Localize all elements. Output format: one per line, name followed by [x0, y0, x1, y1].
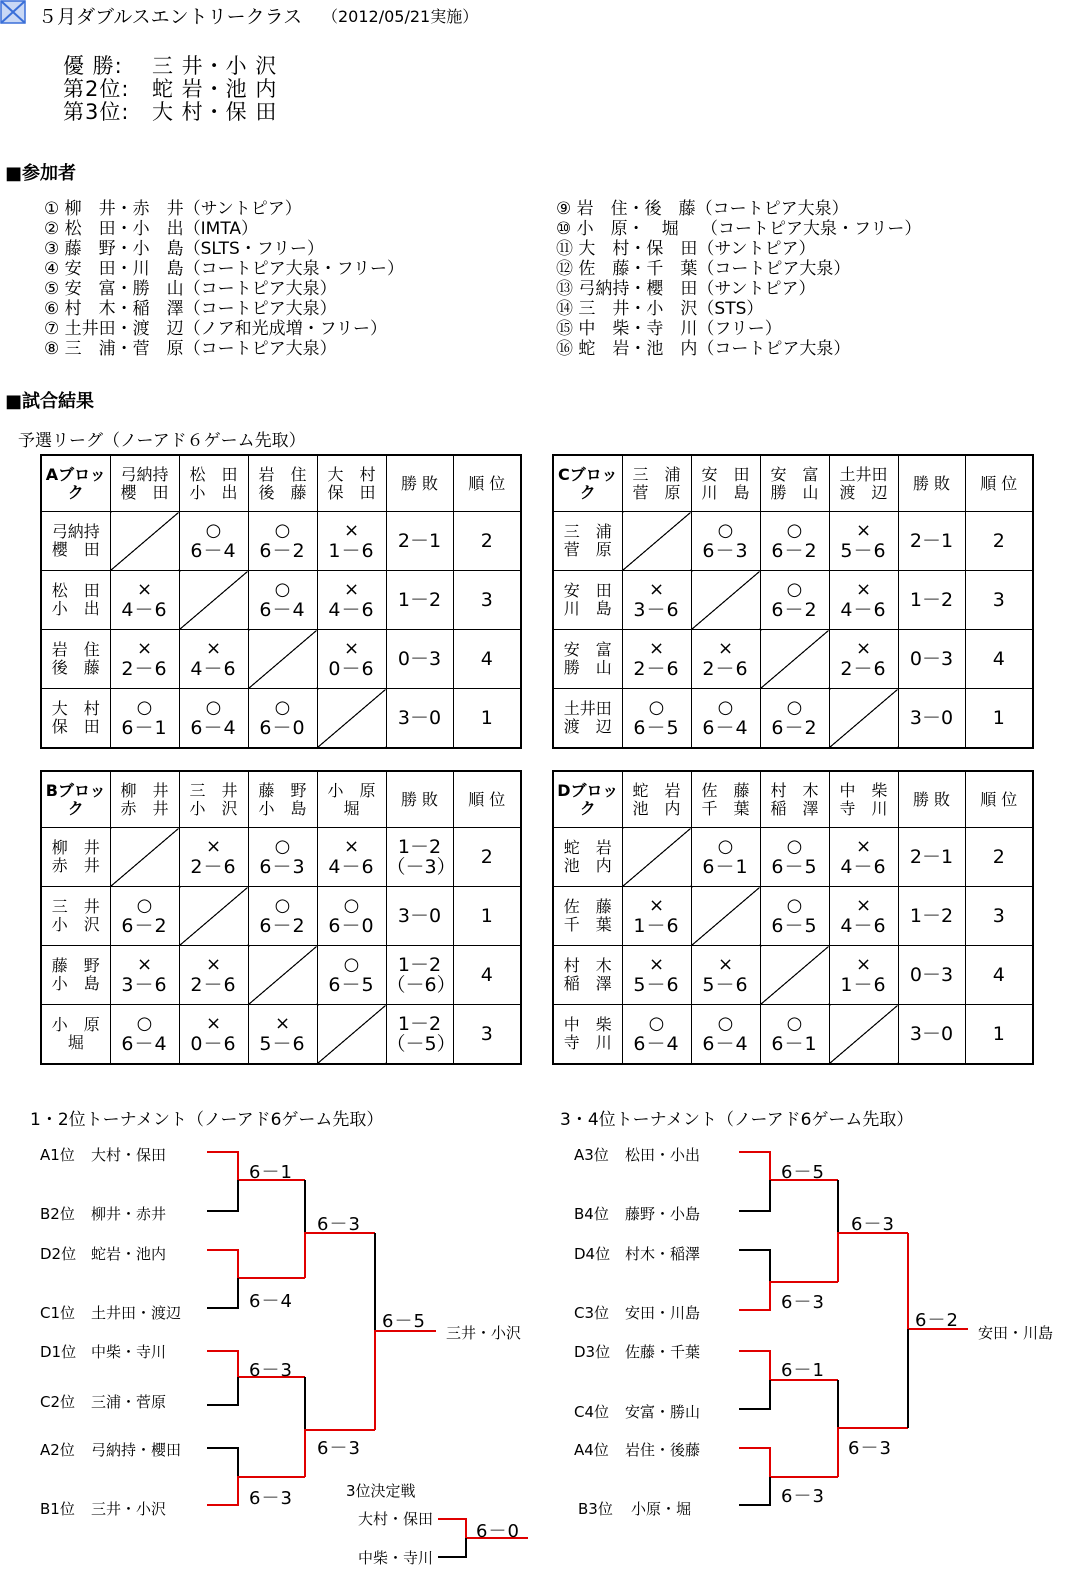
t2-team-3: 村木・稲澤: [625, 1245, 701, 1263]
match-score: 4－6: [121, 599, 168, 621]
winner-label-2: 第2位:: [63, 77, 130, 101]
result-mark: ×: [648, 579, 665, 600]
result-mark: ○: [274, 579, 291, 600]
t1-seed-3: D2位: [40, 1245, 77, 1263]
win-loss-header: 勝 敗: [386, 771, 453, 828]
match-score: 5－6: [259, 1033, 306, 1055]
participant-12: ⑫ 佐 藤・千 葉（コートピア大泉）: [556, 259, 851, 279]
result-mark: ○: [786, 895, 803, 916]
t1-seed-5: D1位: [40, 1343, 77, 1361]
league-title: 予選リーグ（ノーアド６ゲーム先取）: [18, 431, 306, 451]
result-mark: ×: [274, 1013, 291, 1034]
team-member-name: 三 浦: [563, 522, 612, 541]
winner-label-1: 優 勝:: [63, 54, 123, 78]
result-mark: ×: [648, 954, 665, 975]
team-member-name: 土井田: [563, 699, 612, 718]
t1-team-1: 大村・保田: [91, 1146, 167, 1164]
t2-team-4: 安田・川島: [625, 1304, 701, 1322]
result-mark: ○: [786, 1013, 803, 1034]
result-mark: ○: [136, 697, 153, 718]
result-mark: ×: [855, 579, 872, 600]
t2-team-1: 松田・小出: [625, 1146, 701, 1164]
team-member-name: 寺 川: [839, 798, 888, 818]
winner-names-3: 大 村・保 田: [152, 100, 278, 124]
result-mark: ○: [274, 697, 291, 718]
result-mark: ×: [205, 638, 222, 659]
match-score: 4－6: [190, 658, 237, 680]
result-mark: ○: [136, 895, 153, 916]
win-loss-value: 2－1: [909, 846, 954, 868]
team-member-name: 松 田: [189, 464, 238, 484]
t2-seed-4: C3位: [574, 1304, 610, 1322]
t1-team-5: 中柴・寺川: [91, 1343, 167, 1361]
team-member-name: 櫻 田: [120, 482, 169, 502]
result-mark: ○: [786, 520, 803, 541]
participant-14: ⑭ 三 井・小 沢（STS）: [556, 299, 764, 319]
result-mark: ○: [717, 836, 734, 857]
team-member-name: 菅 原: [563, 540, 612, 559]
team-member-name: 渡 辺: [563, 717, 612, 736]
team-member-name: 稲 澤: [563, 974, 612, 993]
match-score: 6－5: [328, 974, 375, 996]
result-mark: ○: [343, 954, 360, 975]
rank-cell: 4: [453, 630, 521, 689]
match-score: 4－6: [840, 599, 887, 621]
winner-label-3: 第3位:: [63, 100, 130, 124]
tournament-2-title: 3・4位トーナメント（ノーアド6ゲーム先取）: [560, 1110, 914, 1130]
event-date: （2012/05/21実施）: [322, 7, 479, 26]
t1-seed-6: C2位: [40, 1393, 76, 1411]
block-name: Dブロック: [553, 771, 622, 828]
match-score: 6－4: [121, 1033, 168, 1055]
team-member-name: 小 沢: [189, 798, 238, 818]
match-score: 6－4: [259, 599, 306, 621]
result-mark: ○: [786, 579, 803, 600]
result-mark: ×: [343, 836, 360, 857]
match-score: 6－3: [259, 856, 306, 878]
t1-score-r1-3: 6－3: [249, 1360, 293, 1381]
result-mark: ×: [717, 638, 734, 659]
match-score: 6－0: [259, 717, 306, 739]
t2-team-8: 小原・堀: [631, 1500, 692, 1518]
match-score: 6－5: [633, 717, 680, 739]
team-member-name: 堀: [67, 1033, 84, 1052]
team-member-name: 村 木: [770, 780, 819, 800]
match-score: 6－5: [771, 915, 818, 937]
result-mark: ×: [648, 895, 665, 916]
result-mark: ○: [343, 895, 360, 916]
result-mark: ○: [274, 895, 291, 916]
match-score: 1－6: [328, 540, 375, 562]
result-mark: ○: [274, 836, 291, 857]
win-loss-value: 1－2: [909, 905, 954, 927]
t2-seed-3: D4位: [574, 1245, 611, 1263]
team-member-name: 小 沢: [51, 915, 100, 934]
result-mark: ○: [648, 1013, 665, 1034]
result-mark: ○: [717, 520, 734, 541]
result-mark: ×: [855, 954, 872, 975]
team-member-name: 保 田: [51, 717, 100, 736]
t1-seed-1: A1位: [40, 1146, 75, 1164]
team-member-name: 櫻 田: [51, 540, 100, 559]
win-loss-header: 勝 敗: [898, 455, 965, 512]
match-score: 6－3: [702, 540, 749, 562]
team-member-name: 赤 井: [120, 798, 169, 818]
team-member-name: 大 村: [327, 464, 376, 484]
participant-1: ① 柳 井・赤 井（サントピア）: [44, 199, 302, 219]
t1-score-r1-4: 6－3: [249, 1488, 293, 1509]
t1-seed-7: A2位: [40, 1441, 75, 1459]
result-mark: ○: [648, 697, 665, 718]
t2-score-r1-4: 6－3: [781, 1486, 825, 1507]
rank-cell: 3: [965, 887, 1033, 946]
team-member-name: 川 島: [563, 599, 612, 618]
t2-seed-5: D3位: [574, 1343, 611, 1361]
t2-score-r1-2: 6－3: [781, 1292, 825, 1313]
match-score: 6－4: [702, 717, 749, 739]
team-member-name: 赤 井: [51, 856, 100, 875]
result-mark: ×: [205, 1013, 222, 1034]
team-member-name: 藤 野: [258, 780, 307, 800]
result-mark: ×: [205, 954, 222, 975]
result-mark: ×: [136, 579, 153, 600]
third-place-score: 6－0: [476, 1521, 520, 1542]
match-score: 6－2: [771, 599, 818, 621]
win-loss-value: 3－0: [397, 707, 442, 729]
win-loss-value: 1－2: [397, 836, 442, 858]
win-loss-value: 2－1: [397, 530, 442, 552]
participant-2: ② 松 田・小 出（IMTA）: [44, 219, 259, 239]
rank-cell: 4: [453, 946, 521, 1005]
match-score: 6－1: [702, 856, 749, 878]
team-member-name: 松 田: [51, 581, 100, 600]
match-score: 6－4: [633, 1033, 680, 1055]
result-mark: ×: [136, 954, 153, 975]
participant-13: ⑬ 弓納持・櫻 田（サントピア）: [556, 279, 816, 299]
t2-score-sf-1: 6－3: [851, 1214, 895, 1235]
match-score: 6－5: [771, 856, 818, 878]
rank-cell: 1: [965, 689, 1033, 749]
t2-team-6: 安富・勝山: [625, 1403, 701, 1421]
win-loss-value: 0－3: [397, 648, 442, 670]
result-mark: ×: [855, 836, 872, 857]
t1-champion: 三井・小沢: [446, 1324, 522, 1342]
team-member-name: 中 柴: [563, 1015, 612, 1034]
match-score: 6－2: [259, 915, 306, 937]
team-member-name: 佐 藤: [563, 897, 612, 916]
match-score: 6－4: [190, 717, 237, 739]
rank-cell: 1: [965, 1005, 1033, 1065]
t2-seed-8: B3位: [578, 1500, 613, 1518]
team-member-name: 弓納持: [51, 522, 100, 541]
rank-cell: 2: [965, 828, 1033, 887]
rank-cell: 2: [453, 512, 521, 571]
result-mark: ○: [205, 520, 222, 541]
participant-15: ⑮ 中 柴・寺 川（フリー）: [556, 319, 782, 339]
team-member-name: 岩 住: [258, 464, 307, 484]
team-member-name: 藤 野: [51, 956, 100, 975]
team-member-name: 後 藤: [51, 658, 100, 677]
rank-cell: 3: [453, 1005, 521, 1065]
match-score: 4－6: [840, 915, 887, 937]
team-member-name: 小 原: [51, 1015, 100, 1034]
t1-seed-4: C1位: [40, 1304, 76, 1322]
result-mark: ○: [274, 520, 291, 541]
rank-cell: 1: [453, 887, 521, 946]
team-member-name: 千 葉: [563, 915, 612, 934]
t1-seed-2: B2位: [40, 1205, 75, 1223]
team-member-name: 柳 井: [51, 838, 100, 857]
win-loss-value: 0－3: [909, 648, 954, 670]
team-member-name: 蛇 岩: [563, 838, 612, 857]
block-name: Aブロック: [41, 455, 110, 512]
result-mark: ×: [136, 638, 153, 659]
result-mark: ×: [855, 638, 872, 659]
block-name: Cブロック: [553, 455, 622, 512]
match-score: 2－6: [633, 658, 680, 680]
participant-3: ③ 藤 野・小 島（SLTS・フリー）: [44, 239, 325, 259]
team-member-name: 安 田: [701, 464, 750, 484]
team-member-name: 堀: [343, 798, 360, 818]
team-member-name: 村 木: [563, 956, 612, 975]
rank-cell: 3: [453, 571, 521, 630]
result-mark: ○: [205, 697, 222, 718]
team-member-name: 安 富: [770, 464, 819, 484]
t2-score-r1-1: 6－5: [781, 1162, 825, 1183]
team-member-name: 菅 原: [632, 482, 681, 502]
match-score: 1－6: [633, 915, 680, 937]
team-member-name: 池 内: [563, 856, 612, 875]
rank-header: 順 位: [453, 455, 521, 512]
match-score: 6－2: [121, 915, 168, 937]
team-member-name: 三 浦: [632, 464, 681, 484]
match-score: 6－4: [190, 540, 237, 562]
third-place-team-1: 大村・保田: [358, 1510, 434, 1528]
result-mark: ×: [343, 638, 360, 659]
team-member-name: 佐 藤: [701, 780, 750, 800]
t2-seed-7: A4位: [574, 1441, 609, 1459]
t1-score-sf-2: 6－3: [317, 1438, 361, 1459]
team-member-name: 池 内: [632, 798, 681, 818]
t2-team-7: 岩住・後藤: [625, 1441, 701, 1459]
result-mark: ○: [717, 1013, 734, 1034]
t2-score-final: 6－2: [915, 1310, 959, 1331]
result-mark: ×: [855, 520, 872, 541]
t1-team-8: 三井・小沢: [91, 1500, 167, 1518]
win-loss-value: 1－2: [397, 954, 442, 976]
match-score: 2－6: [840, 658, 887, 680]
rank-header: 順 位: [965, 771, 1033, 828]
t1-team-3: 蛇岩・池内: [91, 1245, 167, 1263]
win-loss-value: 1－2: [909, 589, 954, 611]
t1-score-r1-1: 6－1: [249, 1162, 293, 1183]
result-mark: ×: [855, 895, 872, 916]
win-loss-value: 3－0: [909, 707, 954, 729]
team-member-name: 三 井: [189, 780, 238, 800]
participant-10: ⑩ 小 原・ 堀 （コートピア大泉・フリー）: [556, 219, 922, 239]
team-member-name: 土井田: [839, 464, 888, 484]
match-score: 6－2: [259, 540, 306, 562]
team-member-name: 安 富: [563, 640, 612, 659]
result-mark: ○: [717, 697, 734, 718]
match-score: 6－1: [121, 717, 168, 739]
match-score: 5－6: [633, 974, 680, 996]
block-name: Bブロック: [41, 771, 110, 828]
t2-champion: 安田・川島: [978, 1324, 1054, 1342]
match-score: 3－6: [633, 599, 680, 621]
result-mark: ×: [343, 520, 360, 541]
team-member-name: 渡 辺: [839, 482, 888, 502]
win-loss-value: 2－1: [909, 530, 954, 552]
t1-team-6: 三浦・菅原: [91, 1393, 167, 1411]
win-loss-value: （－6）: [386, 974, 456, 996]
match-score: 2－6: [702, 658, 749, 680]
t2-seed-2: B4位: [574, 1205, 609, 1223]
win-loss-header: 勝 敗: [898, 771, 965, 828]
participant-16: ⑯ 蛇 岩・池 内（コートピア大泉）: [556, 339, 851, 359]
participant-7: ⑦ 土井田・渡 辺（ノア和光成増・フリー）: [44, 319, 387, 339]
team-member-name: 小 原: [327, 780, 376, 800]
team-member-name: 中 柴: [839, 780, 888, 800]
team-member-name: 寺 川: [563, 1033, 612, 1052]
team-member-name: 小 出: [51, 599, 100, 618]
match-score: 2－6: [190, 856, 237, 878]
page-title: ５月ダブルスエントリークラス: [38, 6, 303, 28]
results-heading: ■試合結果: [5, 391, 95, 412]
match-score: 4－6: [328, 856, 375, 878]
t1-score-final: 6－5: [382, 1311, 426, 1332]
match-score: 6－1: [771, 1033, 818, 1055]
participant-9: ⑨ 岩 住・後 藤（コートピア大泉）: [556, 199, 849, 219]
t2-seed-6: C4位: [574, 1403, 610, 1421]
result-mark: ×: [205, 836, 222, 857]
t2-team-5: 佐藤・千葉: [625, 1343, 701, 1361]
t2-score-sf-2: 6－3: [848, 1438, 892, 1459]
rank-header: 順 位: [965, 455, 1033, 512]
win-loss-header: 勝 敗: [386, 455, 453, 512]
rank-cell: 2: [453, 828, 521, 887]
win-loss-value: 3－0: [909, 1023, 954, 1045]
rank-cell: 1: [453, 689, 521, 749]
match-score: 3－6: [121, 974, 168, 996]
third-place-team-2: 中柴・寺川: [358, 1549, 434, 1567]
team-member-name: 稲 澤: [770, 798, 819, 818]
match-score: 5－6: [840, 540, 887, 562]
team-member-name: 岩 住: [51, 640, 100, 659]
t2-seed-1: A3位: [574, 1146, 609, 1164]
team-member-name: 勝 山: [770, 482, 819, 502]
tournament-1-title: 1・2位トーナメント（ノーアド6ゲーム先取）: [30, 1110, 384, 1130]
participant-5: ⑤ 安 富・勝 山（コートピア大泉）: [44, 279, 337, 299]
match-score: 0－6: [328, 658, 375, 680]
rank-cell: 4: [965, 630, 1033, 689]
t1-score-sf-1: 6－3: [317, 1214, 361, 1235]
t1-team-4: 土井田・渡辺: [91, 1304, 182, 1322]
participant-11: ⑪ 大 村・保 田（サントピア）: [556, 239, 816, 259]
rank-header: 順 位: [453, 771, 521, 828]
team-member-name: 後 藤: [258, 482, 307, 502]
winner-names-1: 三 井・小 沢: [152, 54, 278, 78]
team-member-name: 小 島: [51, 974, 100, 993]
win-loss-value: （－3）: [386, 856, 456, 878]
t2-score-r1-3: 6－1: [781, 1360, 825, 1381]
t1-team-7: 弓納持・櫻田: [91, 1441, 182, 1459]
result-mark: ×: [717, 954, 734, 975]
result-mark: ×: [343, 579, 360, 600]
team-member-name: 蛇 岩: [632, 780, 681, 800]
team-member-name: 保 田: [327, 482, 376, 502]
win-loss-value: 1－2: [397, 589, 442, 611]
t1-team-2: 柳井・赤井: [91, 1205, 167, 1223]
rank-cell: 4: [965, 946, 1033, 1005]
match-score: 6－0: [328, 915, 375, 937]
team-member-name: 小 出: [189, 482, 238, 502]
team-member-name: 安 田: [563, 581, 612, 600]
team-member-name: 柳 井: [120, 780, 169, 800]
rank-cell: 2: [965, 512, 1033, 571]
match-score: 6－2: [771, 540, 818, 562]
result-mark: ○: [786, 697, 803, 718]
t1-score-r1-2: 6－4: [249, 1291, 293, 1312]
result-mark: ○: [786, 836, 803, 857]
participant-8: ⑧ 三 浦・菅 原（コートピア大泉）: [44, 339, 337, 359]
third-place-label: 3位決定戦: [346, 1482, 416, 1500]
rank-cell: 3: [965, 571, 1033, 630]
participant-6: ⑥ 村 木・稲 澤（コートピア大泉）: [44, 299, 337, 319]
team-member-name: 大 村: [51, 699, 100, 718]
t1-seed-8: B1位: [40, 1500, 75, 1518]
result-mark: ×: [648, 638, 665, 659]
team-member-name: 弓納持: [120, 464, 169, 484]
team-member-name: 小 島: [258, 798, 307, 818]
t2-team-2: 藤野・小島: [625, 1205, 701, 1223]
match-score: 0－6: [190, 1033, 237, 1055]
match-score: 1－6: [840, 974, 887, 996]
winner-names-2: 蛇 岩・池 内: [152, 77, 278, 101]
team-member-name: 川 島: [701, 482, 750, 502]
match-score: 6－4: [702, 1033, 749, 1055]
match-score: 2－6: [121, 658, 168, 680]
match-score: 2－6: [190, 974, 237, 996]
team-member-name: 千 葉: [701, 798, 750, 818]
win-loss-value: 0－3: [909, 964, 954, 986]
match-score: 4－6: [840, 856, 887, 878]
team-member-name: 三 井: [51, 897, 100, 916]
participant-4: ④ 安 田・川 島（コートピア大泉・フリー）: [44, 259, 404, 279]
participants-heading: ■参加者: [5, 163, 77, 184]
win-loss-value: （－5）: [386, 1033, 456, 1055]
team-member-name: 勝 山: [563, 658, 612, 677]
win-loss-value: 1－2: [397, 1013, 442, 1035]
match-score: 6－2: [771, 717, 818, 739]
match-score: 5－6: [702, 974, 749, 996]
win-loss-value: 3－0: [397, 905, 442, 927]
match-score: 4－6: [328, 599, 375, 621]
result-mark: ○: [136, 1013, 153, 1034]
